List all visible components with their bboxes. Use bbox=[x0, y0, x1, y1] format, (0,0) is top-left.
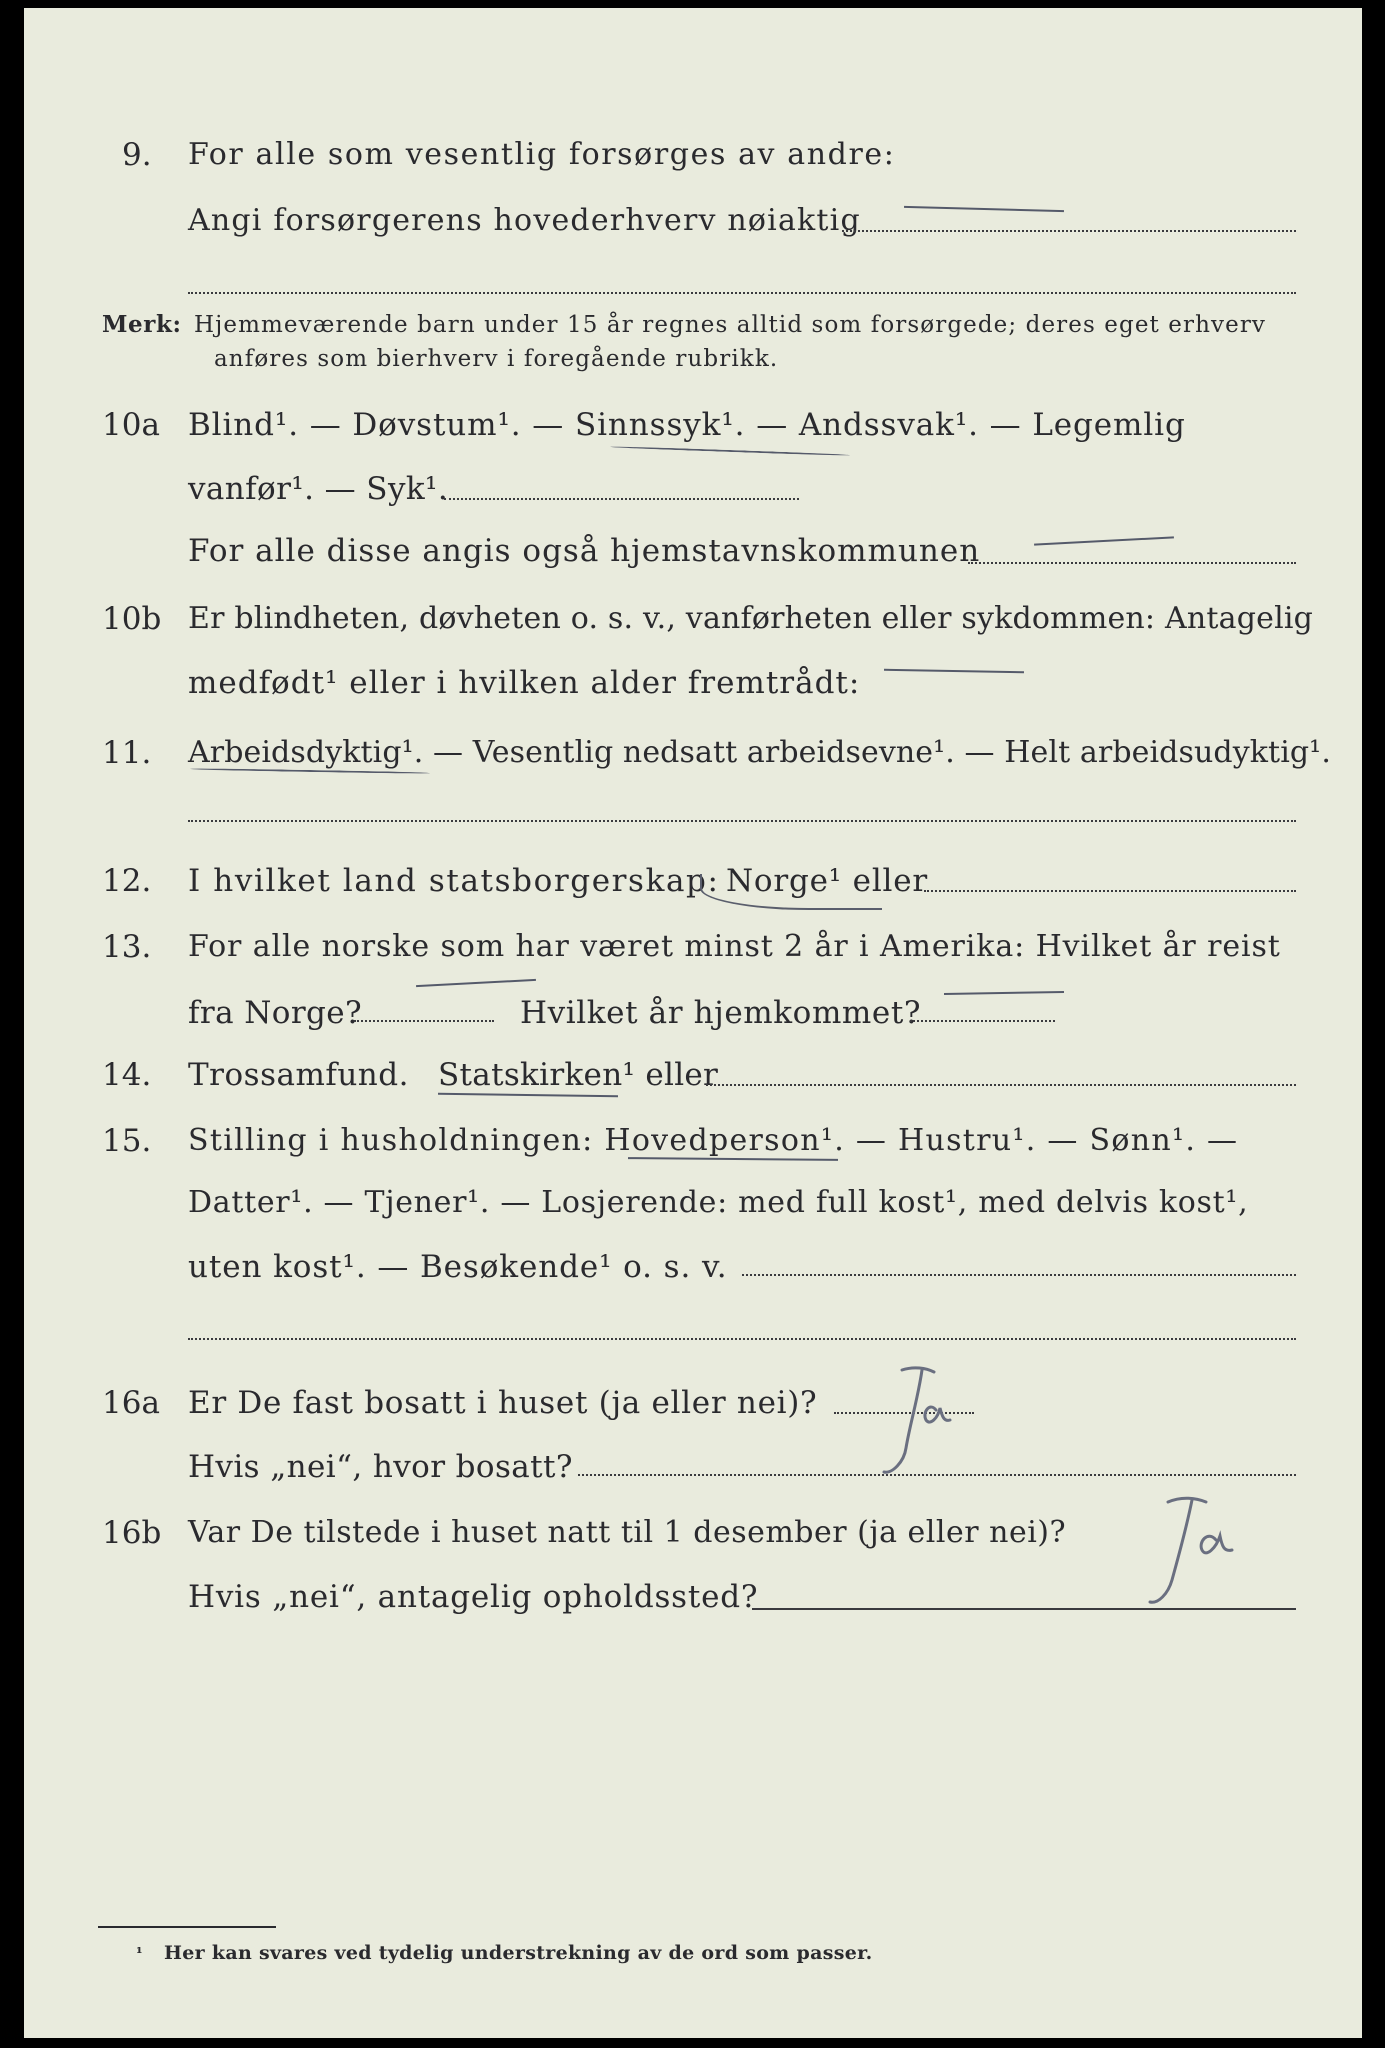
q15-text-line1: Stilling i husholdningen: Hovedperson¹. — Hustru¹. — Sønn¹. — bbox=[188, 1123, 1239, 1158]
q15-number: 15. bbox=[102, 1123, 152, 1159]
merk-label: Merk: bbox=[102, 311, 182, 338]
q14-text-part1: Trossamfund. bbox=[188, 1057, 409, 1093]
q14-text-part2: Statskirken¹ eller bbox=[438, 1057, 719, 1093]
q12-number: 12. bbox=[102, 863, 152, 899]
q11-number: 11. bbox=[102, 735, 152, 771]
q10a-number: 10a bbox=[102, 407, 160, 443]
q13-number: 13. bbox=[102, 929, 152, 965]
q13-text-line2-part1: fra Norge? bbox=[188, 995, 363, 1031]
q16a-number: 16a bbox=[102, 1385, 160, 1421]
q12-norge-underline bbox=[700, 874, 882, 910]
merk-text-line1: Hjemmeværende barn under 15 år regnes alltid som forsørgede; deres eget erhverv bbox=[194, 312, 1267, 338]
q10a-pencil-dash bbox=[1034, 536, 1174, 545]
q9-text-line2: Angi forsørgerens hovederhverv nøiaktig bbox=[188, 203, 861, 238]
q14-answer-line bbox=[706, 1084, 1296, 1086]
q10a-sinnssyk-underline bbox=[610, 446, 850, 456]
q13-pencil-dash-1 bbox=[416, 979, 536, 987]
q16b-handwritten-answer bbox=[1124, 1486, 1294, 1616]
q9-number: 9. bbox=[122, 137, 152, 173]
q14-number: 14. bbox=[102, 1057, 152, 1093]
q16a-bosatt-answer-line bbox=[578, 1474, 1296, 1476]
q9-answer-line-2 bbox=[188, 292, 1296, 294]
q13-text-line1: For alle norske som har været minst 2 år i Amerika: Hvilket år reist bbox=[188, 929, 1281, 964]
q16b-answer-line bbox=[752, 1608, 1296, 1610]
q11-answer-line bbox=[188, 820, 1296, 822]
q16a-text-line1: Er De fast bosatt i huset (ja eller nei)? bbox=[188, 1385, 818, 1421]
q16b-number: 16b bbox=[102, 1515, 162, 1551]
q13-text-line2-part2: Hvilket år hjemkommet? bbox=[520, 995, 922, 1031]
q9-pencil-dash bbox=[904, 206, 1064, 212]
q10a-hjemstavn-line bbox=[968, 562, 1296, 564]
q15-hovedperson-underline bbox=[628, 1157, 838, 1161]
q12-text-part2: Norge¹ eller bbox=[726, 863, 929, 899]
q15-text-line3: uten kost¹. — Besøkende¹ o. s. v. bbox=[188, 1249, 728, 1285]
q10b-pencil-dash bbox=[884, 669, 1024, 673]
footnote-rule bbox=[98, 1926, 276, 1928]
q12-text-part1: I hvilket land statsborgerskap: bbox=[188, 863, 720, 899]
merk-text-line2: anføres som bierhverv i foregående rubrikk. bbox=[214, 346, 779, 372]
census-form-page bbox=[24, 8, 1362, 2038]
footnote-text: Her kan svares ved tydelig understrekning av de ord som passer. bbox=[164, 1942, 873, 1964]
q16a-handwritten-answer bbox=[864, 1358, 1004, 1488]
q16b-text-line1: Var De tilstede i huset natt til 1 desember (ja eller nei)? bbox=[188, 1515, 1067, 1550]
q9-text-line1: For alle som vesentlig forsørges av andre: bbox=[188, 137, 896, 172]
q16b-text-line2: Hvis „nei“, antagelig opholdssted? bbox=[188, 1579, 759, 1615]
q10a-answer-line bbox=[444, 498, 799, 500]
q13-hjemkommet-answer-line bbox=[910, 1020, 1055, 1022]
q15-answer-line-2 bbox=[188, 1338, 1296, 1340]
q15-text-line2: Datter¹. — Tjener¹. — Losjerende: med full kost¹, med delvis kost¹, bbox=[188, 1185, 1249, 1220]
q10b-number: 10b bbox=[102, 601, 162, 637]
q10a-text-line3: For alle disse angis også hjemstavnskommunen bbox=[188, 533, 981, 569]
q12-answer-line bbox=[924, 890, 1296, 892]
q13-reist-answer-line bbox=[354, 1020, 494, 1022]
q10b-text-line1: Er blindheten, døvheten o. s. v., vanførheten eller sykdommen: Antagelig bbox=[188, 601, 1314, 636]
q10b-text-line2: medfødt¹ eller i hvilken alder fremtrådt: bbox=[188, 665, 861, 701]
q16a-text-line2: Hvis „nei“, hvor bosatt? bbox=[188, 1449, 573, 1485]
q9-answer-line bbox=[842, 230, 1296, 232]
q15-answer-line bbox=[742, 1274, 1296, 1276]
q11-text-line1: Arbeidsdyktig¹. — Vesentlig nedsatt arbeidsevne¹. — Helt arbeidsudyktig¹. bbox=[188, 735, 1331, 770]
q13-pencil-dash-2 bbox=[944, 991, 1064, 995]
q10a-text-line1: Blind¹. — Døvstum¹. — Sinnssyk¹. — Andssvak¹. — Legemlig bbox=[188, 407, 1186, 443]
q10a-text-line2: vanfør¹. — Syk¹. bbox=[188, 471, 449, 507]
footnote-mark: ¹ bbox=[136, 1944, 143, 1962]
